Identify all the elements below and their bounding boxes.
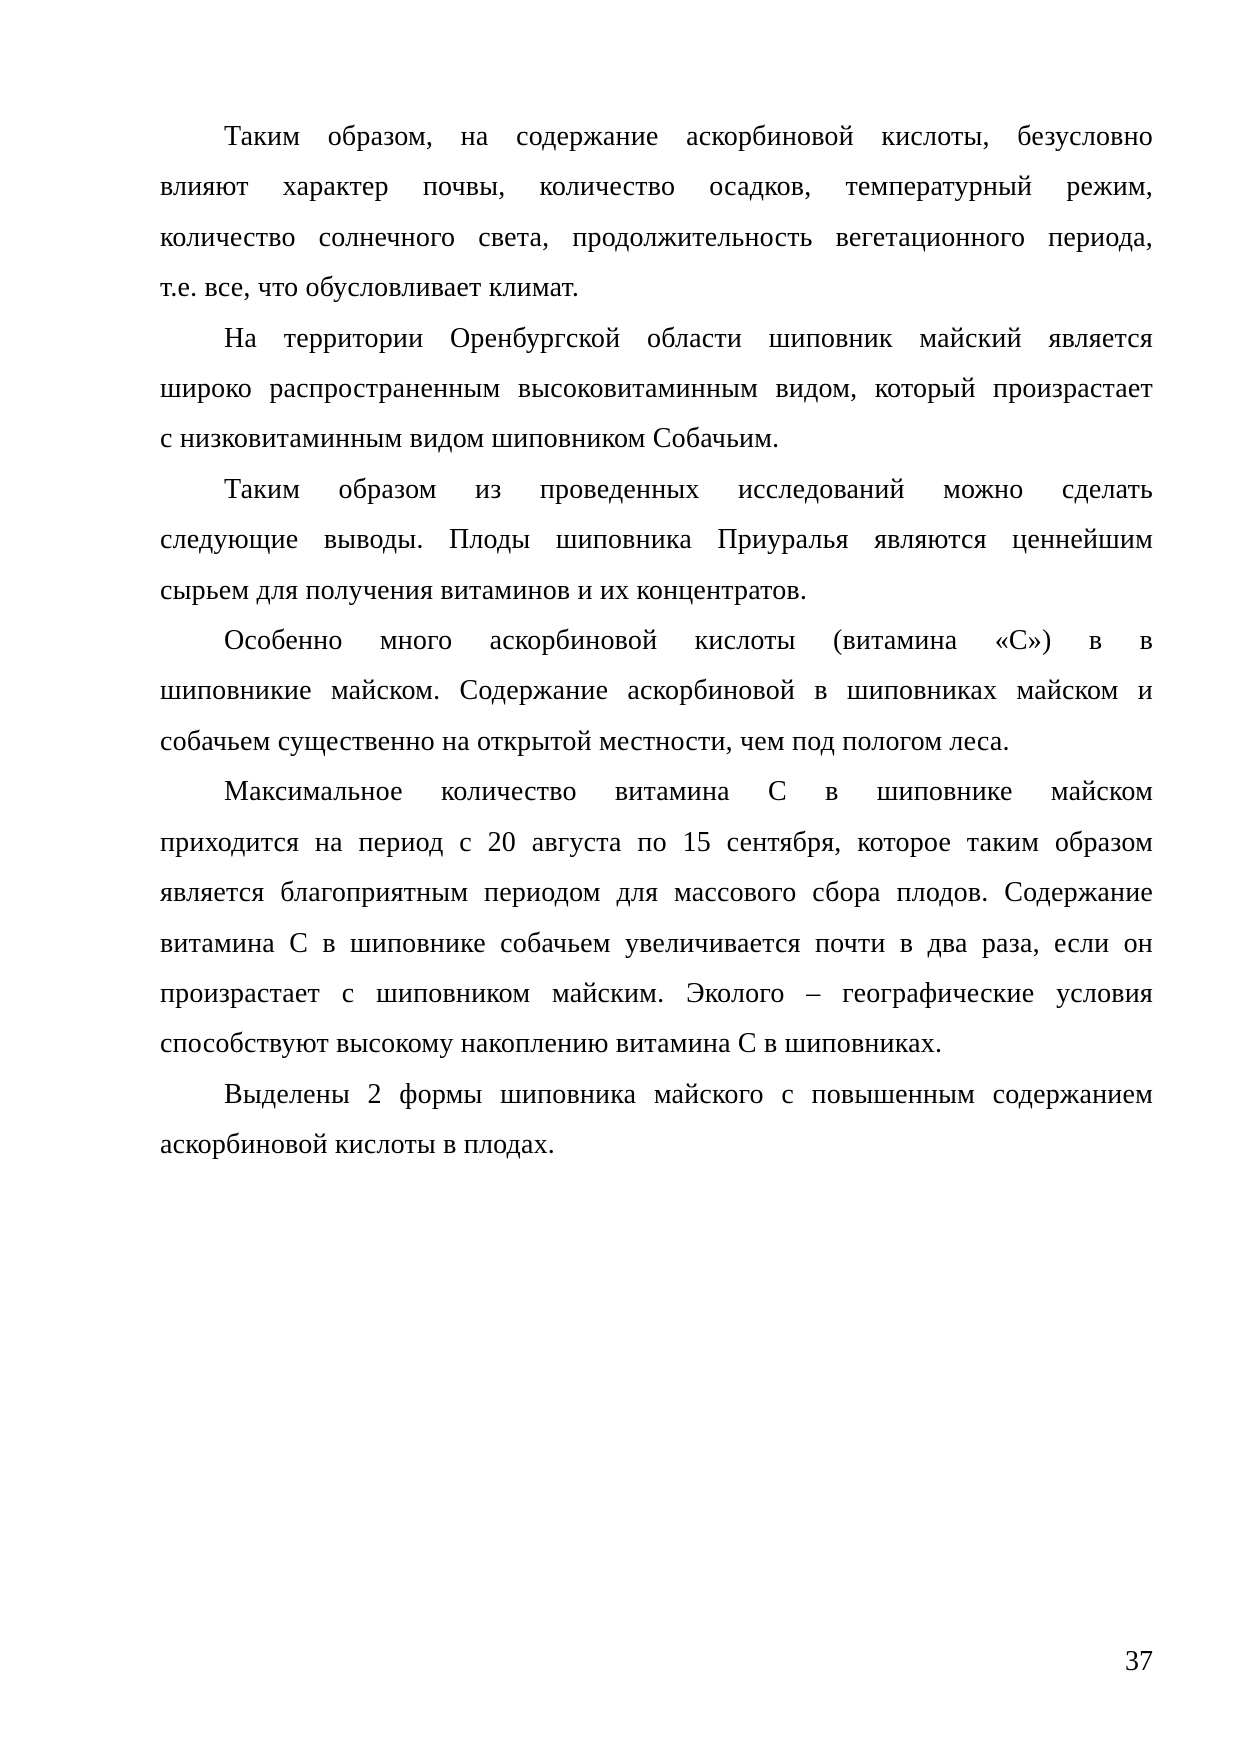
text-line: Максимальное количество витамина С в шиповнике майском [224,776,1153,808]
text-line: влияют характер почвы, количество осадков, температурный режим, [160,171,1153,203]
text-block [160,112,1153,1171]
text-line: т.е. все, что обусловливает климат. [160,272,580,304]
text-line: произрастает с шиповником майским. Эколого – географические условия [160,977,1153,1009]
paragraph [160,616,1153,767]
text-line: собачьем существенно на открытой местности, чем под пологом леса. [160,725,1010,757]
text-line: шиповникие майском. Содержание аскорбиновой в шиповниках майском и [160,675,1153,707]
text-line: На территории Оренбургской области шиповник майский является [224,322,1153,354]
text-line: Особенно много аскорбиновой кислоты (витамина «С») в в [224,625,1153,657]
paragraph [160,314,1153,465]
text-line: витамина С в шиповнике собачьем увеличивается почти в два раза, если он [160,927,1153,959]
text-line: Выделены 2 формы шиповника майского с повышенным содержанием [224,1078,1153,1110]
page-number: 37 [1125,1646,1153,1677]
text-line: количество солнечного света, продолжительность вегетационного периода, [160,221,1153,253]
text-line: широко распространенным высоковитаминным видом, который произрастает [160,373,1153,405]
text-line: Таким образом, на содержание аскорбиновой кислоты, безусловно [224,121,1153,152]
text-line: способствуют высокому накоплению витамина С в шиповниках. [160,1028,943,1060]
text-line: является благоприятным периодом для массового сбора плодов. Содержание [160,877,1153,909]
paragraph [160,767,1153,1069]
text-line: с низковитаминным видом шиповником Собачьим. [160,423,780,455]
text-line: следующие выводы. Плоды шиповника Приуралья являются ценнейшим [160,524,1153,556]
paragraph [160,112,1153,314]
paragraph [160,465,1153,616]
text-line: приходится на период с 20 августа по 15 сентября, которое таким образом [160,826,1153,858]
paragraph [160,1070,1153,1171]
text-line: Таким образом из проведенных исследований можно сделать [224,473,1153,505]
text-line: сырьем для получения витаминов и их концентратов. [160,574,808,606]
text-line: аскорбиновой кислоты в плодах. [160,1129,555,1161]
